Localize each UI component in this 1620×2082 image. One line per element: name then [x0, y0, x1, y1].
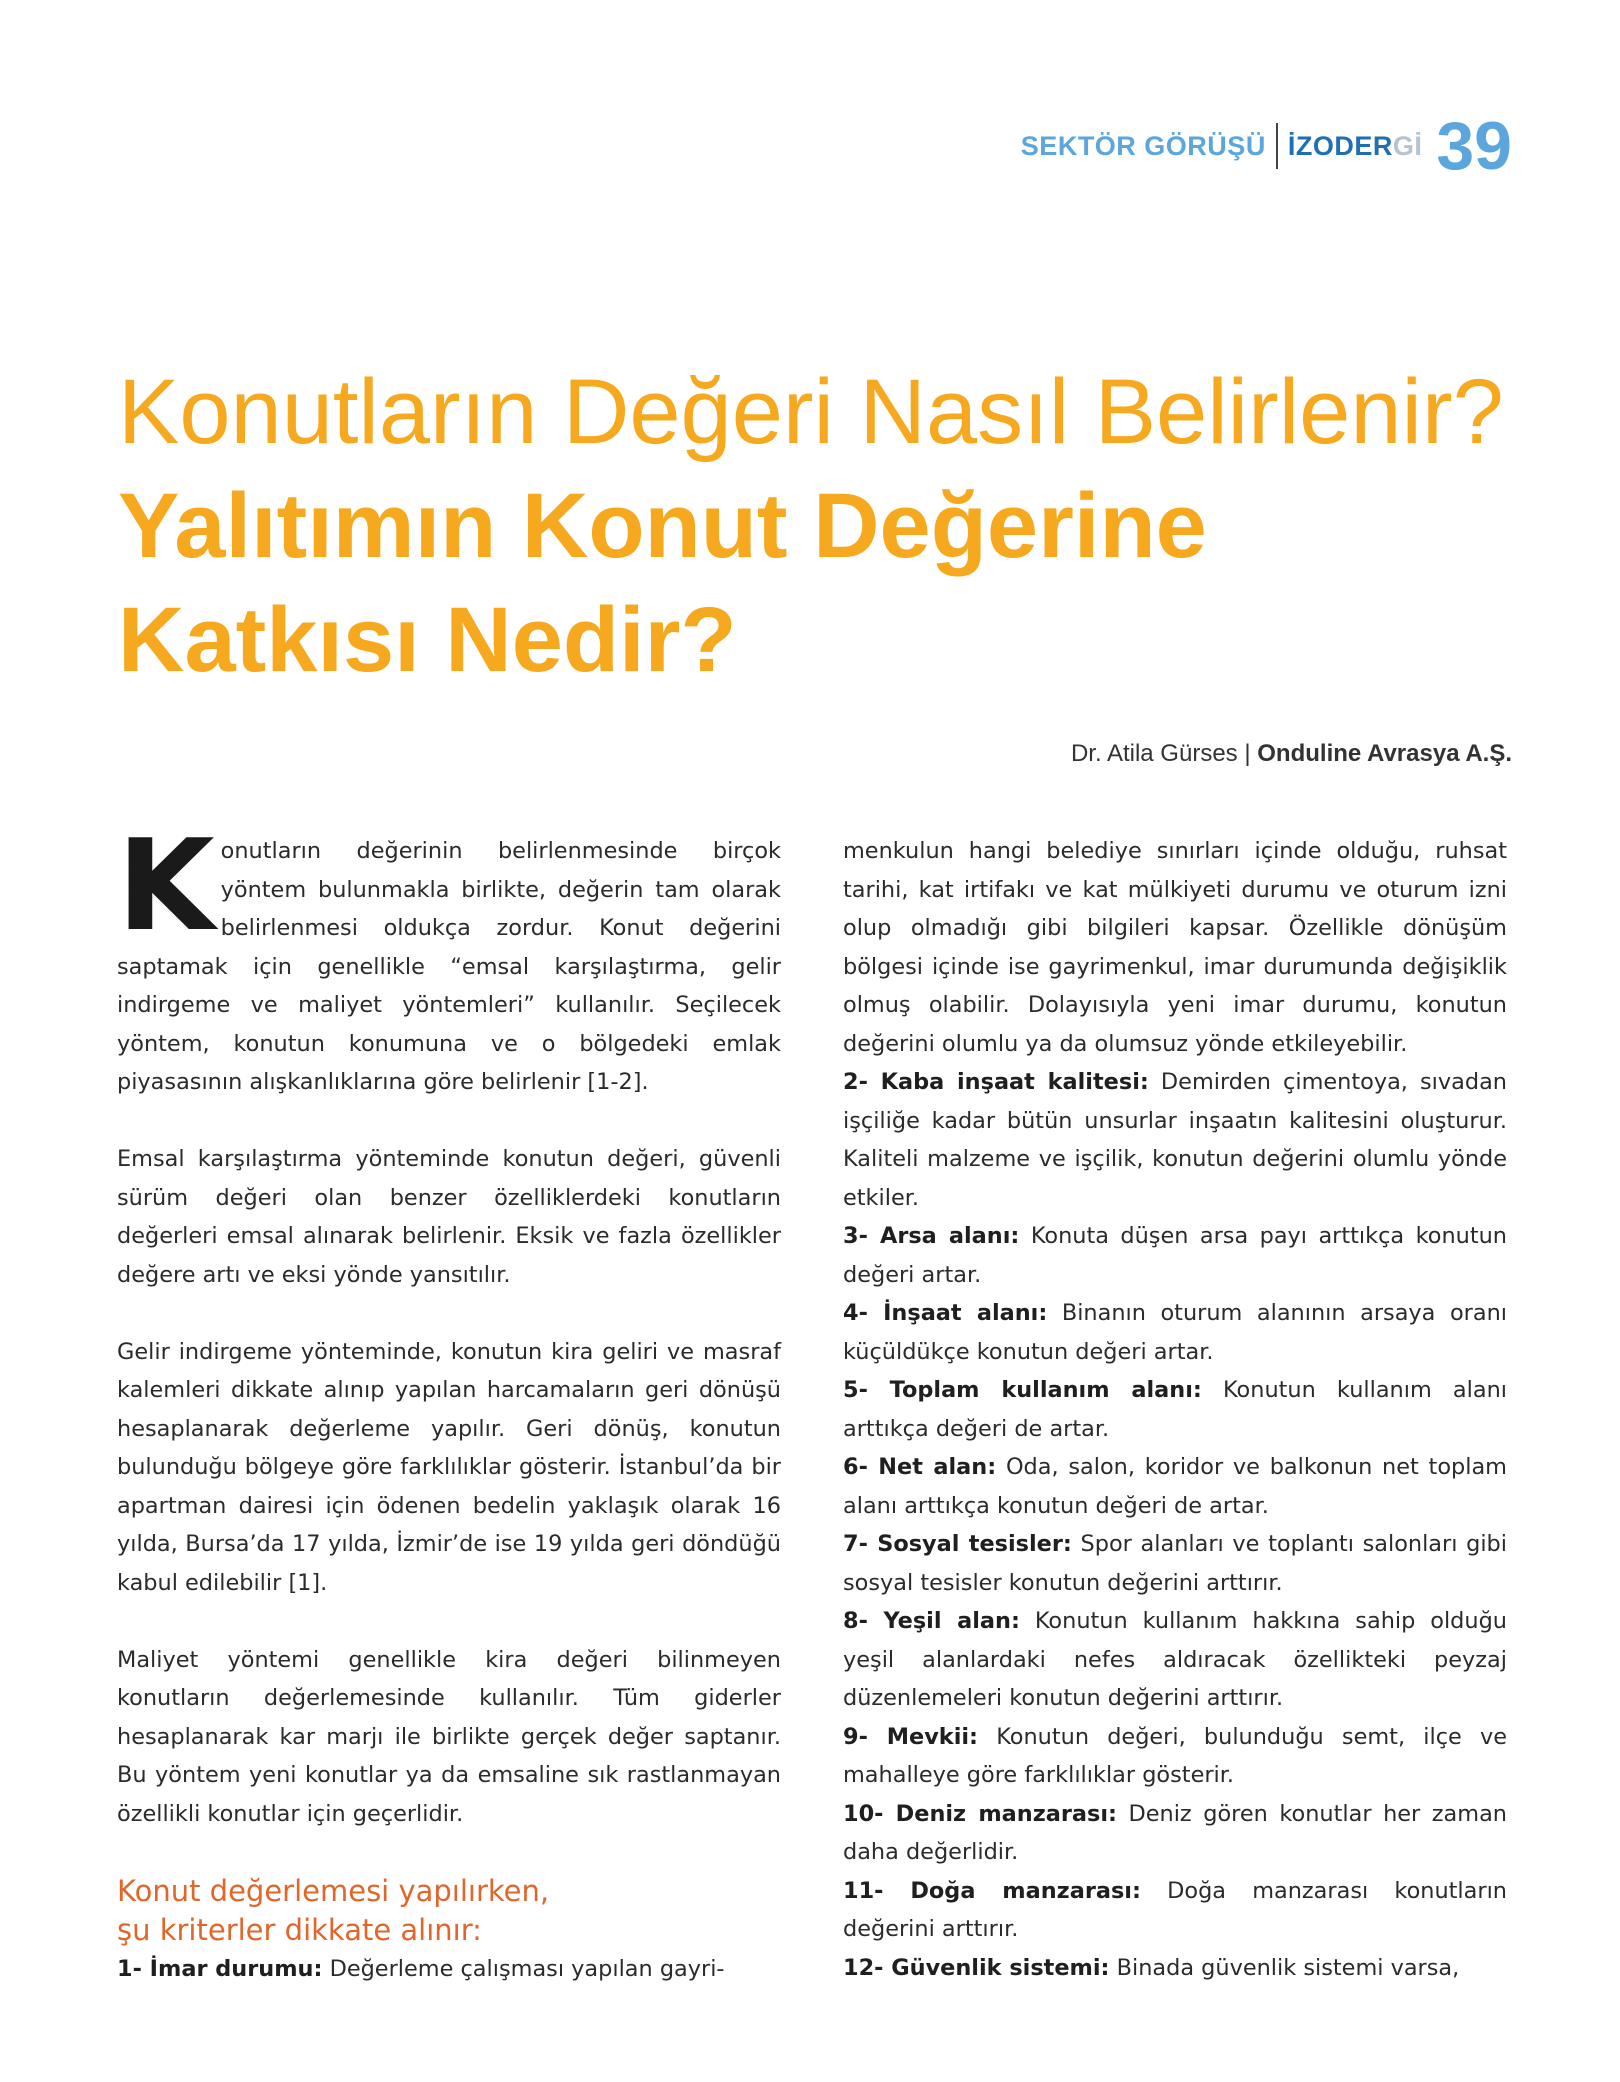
item-label: 8- Yeşil alan:: [843, 1608, 1020, 1634]
criteria-item-10: [843, 1795, 1507, 1872]
criteria-item-11: [843, 1872, 1507, 1949]
item-label: 1- İmar durumu:: [117, 1955, 323, 1982]
paragraph-maliyet: Maliyet yöntemi genellikle kira değeri bilinmeyen konutların değerlemesinde kullanılır. Tüm giderler hesaplanarak kar marjı ile birlikte gerçek değer saptanır. Bu yöntem yeni konutlar ya da emsaline sık rastlanmayan özellikli konutlar için geçerlidir.: [117, 1646, 781, 1827]
subheading-line-1: Konut değerlemesi yapılırken,: [117, 1873, 550, 1908]
right-column: [843, 832, 1507, 1987]
item-text: Deniz gören konutlar her zaman daha değerlidir.: [843, 1800, 1507, 1865]
item-label: 2- Kaba inşaat kalitesi:: [843, 1069, 1149, 1095]
item-label: 7- Sosyal tesisler:: [843, 1531, 1072, 1557]
magazine-logo-part1: İZODER: [1287, 130, 1393, 161]
header-divider: [1276, 123, 1278, 169]
criteria-item-8: [843, 1602, 1507, 1718]
item-text: Binada güvenlik sistemi varsa,: [1116, 1954, 1460, 1981]
criteria-item-9: [843, 1718, 1507, 1795]
page-header: [1020, 108, 1512, 184]
magazine-logo-part2: Gİ: [1392, 130, 1423, 161]
item-text: Spor alanları ve toplantı salonları gibi sosyal tesisler konutun değerini arttırır.: [843, 1531, 1507, 1596]
paragraph-gelir: Gelir indirgeme yönteminde, konutun kira geliri ve masraf kalemleri dikkate alınıp yapılan harcamaların geri dönüşü hesaplanarak değerleme yapılır. Geri dönüş, konutun bulunduğu bölgeye göre farklılıklar gösterir. İstanbul’da bir apartman dairesi için ödenen bedelin yaklaşık olarak 16 yılda, Bursa’da 17 yılda, İzmir’de ise 19 yılda geri döndüğü kabul edilebilir [1].: [117, 1338, 781, 1596]
magazine-logo: [1288, 131, 1423, 162]
intro-text: onutların değerinin belirlenmesinde birçok yöntem bulunmakla birlikte, değerin tam olarak belirlenmesi oldukça zordur. Konut değerini saptamak için genellikle “emsal karşılaştırma, gelir indirgeme ve maliyet yöntemleri” kullanılır. Seçilecek yöntem, konutun konumuna ve o bölgedeki emlak piyasasının alışkanlıklarına göre belirlenir [1-2].: [117, 838, 781, 1095]
item-1-continuation: menkulun hangi belediye sınırları içinde olduğu, ruhsat tarihi, kat irtifakı ve kat mülkiyeti durumu ve oturum izni olup olmadığı gibi bilgileri kapsar. Özellikle dönüşüm bölgesi içinde ise gayrimenkul, imar durumunda değişiklik olmuş olabilir. Dolayısıyla yeni imar durumu, konutun değerini olumlu ya da olumsuz yönde etkileyebilir.: [843, 838, 1507, 1057]
criteria-item-4: [843, 1294, 1507, 1371]
subheading-line-2: şu kriterler dikkate alınır:: [117, 1912, 482, 1947]
criteria-item-3: [843, 1217, 1507, 1294]
item-text: Değerleme çalışması yapılan gayri-: [329, 1955, 725, 1982]
title-light: Konutların Değeri Nasıl Belirlenir?: [118, 361, 1504, 463]
item-label: 6- Net alan:: [843, 1454, 997, 1480]
left-column: [117, 812, 781, 1988]
criteria-item-6: [843, 1448, 1507, 1525]
paragraph-emsal: Emsal karşılaştırma yönteminde konutun değeri, güvenli sürüm değeri olan benzer özelliklerdeki konutların değerleri emsal alınarak belirlenir. Eksik ve fazla özellikler değere artı ve eksi yönde yansıtılır.: [117, 1146, 781, 1288]
item-label: 5- Toplam kullanım alanı:: [843, 1377, 1202, 1403]
author-organization: Onduline Avrasya A.Ş.: [1257, 740, 1512, 767]
byline-separator: |: [1244, 740, 1251, 767]
item-text: Konuta düşen arsa payı arttıkça konutun değeri artar.: [843, 1223, 1507, 1288]
item-label: 4- İnşaat alanı:: [843, 1300, 1048, 1326]
item-label: 10- Deniz manzarası:: [843, 1800, 1117, 1827]
item-text: Binanın oturum alanının arsaya oranı küçüldükçe konutun değeri artar.: [843, 1300, 1507, 1365]
page-number: 39: [1436, 108, 1512, 184]
item-label: 11- Doğa manzarası:: [843, 1877, 1141, 1904]
item-text: Oda, salon, koridor ve balkonun net toplam alanı arttıkça konutun değeri de artar.: [843, 1454, 1507, 1519]
criteria-item-1: [117, 1950, 781, 1989]
item-label: 12- Güvenlik sistemi:: [843, 1954, 1110, 1981]
section-label: SEKTÖR GÖRÜŞÜ: [1020, 130, 1266, 161]
byline: [1071, 740, 1512, 768]
criteria-item-2: [843, 1063, 1507, 1217]
intro-paragraph: [117, 812, 781, 1102]
item-label: 3- Arsa alanı:: [843, 1223, 1020, 1249]
item-text: Konutun değeri, bulunduğu semt, ilçe ve mahalleye göre farklılıklar gösterir.: [843, 1723, 1507, 1788]
title-bold: Yalıtımın Konut Değerine Katkısı Nedir?: [118, 475, 1207, 691]
criteria-item-7: [843, 1525, 1507, 1602]
criteria-subheading: [117, 1872, 781, 1950]
author-name: Dr. Atila Gürses: [1070, 740, 1238, 767]
article-title: [118, 355, 1518, 697]
item-text: Doğa manzarası konutların değerini arttırır.: [843, 1877, 1507, 1942]
item-label: 9- Mevkii:: [843, 1723, 978, 1750]
criteria-item-5: [843, 1371, 1507, 1448]
item-text: Demirden çimentoya, sıvadan işçiliğe kadar bütün unsurlar inşaatın kalitesini oluşturur. Kaliteli malzeme ve işçilik, konutun değerini olumlu yönde etkiler.: [843, 1069, 1507, 1211]
drop-cap: K: [117, 812, 215, 959]
item-text: Konutun kullanım hakkına sahip olduğu yeşil alanlardaki nefes aldıracak özellikteki peyzaj düzenlemeleri konutun değerini arttırır.: [843, 1608, 1507, 1711]
criteria-item-12: [843, 1949, 1507, 1988]
item-text: Konutun kullanım alanı arttıkça değeri de artar.: [843, 1377, 1507, 1442]
